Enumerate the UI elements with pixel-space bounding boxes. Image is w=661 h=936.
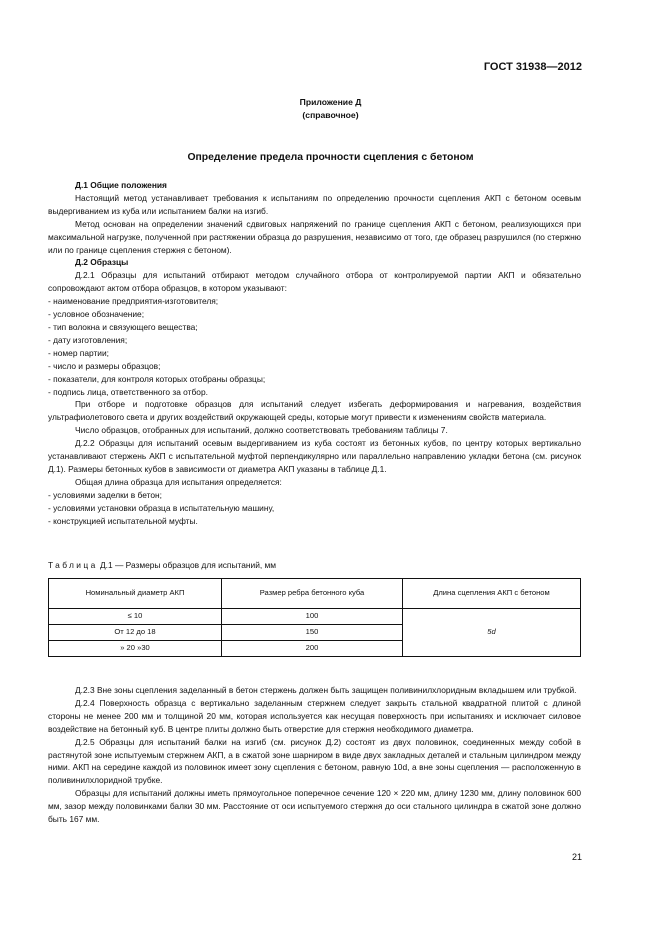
list-item: - число и размеры образцов; [48,360,161,371]
list-item: - показатели, для контроля которых отобраны образцы; [48,373,266,384]
sample-size-table [48,578,581,657]
list-item: - номер партии; [48,347,109,358]
table-cell: От 12 до 18 [49,625,222,641]
table-cell: » 20 »30 [49,641,222,657]
list-item: - условное обозначение; [48,309,145,320]
table-caption-prefix: Таблица [48,560,98,570]
list-item: - дату изготовления; [48,334,128,345]
table-caption [48,559,276,572]
standard-number: ГОСТ 31938—2012 [483,61,582,73]
section-heading: Д.1 Общие положения [75,180,167,190]
section-heading: Д.2 Образцы [75,257,129,268]
table-caption-text: Д.1 — Размеры образцов для испытаний, мм [97,560,277,570]
list-item: - подпись лица, ответственного за отбор. [48,386,208,397]
paragraph: Д.2.4 Поверхность образца с вертикально заделанным стержнем следует закрыть стальной квадратной плитой с длиной стороны не менее 200 мм и толщиной 20 мм, которая используется как несущая поверхность при испытаниях и исключает силовое воздействие на бетонный куб. В центре плиты должно быть отверстие для стержня необходимого диаметра. [48,697,581,734]
table-cell: ≤ 10 [49,609,222,625]
annex-note: (справочное) [302,110,359,120]
table-header-cell: Размер ребра бетонного куба [222,579,403,609]
paragraph: При отборе и подготовке образцов для испытаний следует избегать деформирования и нагревания, воздействия ультрафиолетового света и других воздействий окружающей среды, которые могут привести к изменениям свойств материала. [48,399,581,423]
list-item: - наименование предприятия-изготовителя; [48,296,219,307]
paragraph: Д.2.3 Вне зоны сцепления заделанный в бетон стержень должен быть защищен поливинилхлоридным вкладышем или трубкой. [75,685,577,695]
table-row [49,609,581,625]
list-item: - условиями установки образца в испытательную машину, [48,502,275,513]
table-cell: 150 [222,625,403,641]
table-cell: 200 [222,641,403,657]
table-header-cell: Длина сцепления АКП с бетоном [403,579,581,609]
paragraph: Д.2.5 Образцы для испытаний балки на изгиб (см. рисунок Д.2) состоят из двух половинок, соединенных между собой в растянутой зоне испытуемым стержнем АКП, а в сжатой зоне шарниром в виде двух закладных деталей и стальным цилиндром между ними. АКП на середине каждой из половинок имеет зону сцепления с бетоном, равную 10d, а вне зоны сцепления — расположенную в поливинилхлоридной трубке. [48,736,581,786]
table-cell-bond-length: 5d [403,609,581,657]
paragraph: Д.2.2 Образцы для испытаний осевым выдергиванием из куба состоят из бетонных кубов, по центру которых вертикально устанавливают стержень АКП с испытательной муфтой перпендикулярно или параллельно направлению укладки бетона (см. рисунок Д.1). Размеры бетонных кубов в зависимости от диаметра АКП указаны в таблице Д.1. [48,438,581,474]
paragraph: Общая длина образца для испытания определяется: [75,476,282,487]
main-text-continued [48,684,581,826]
paragraph: Д.2.1 Образцы для испытаний отбирают методом случайного отбора от контролируемой партии АКП и обязательно сопровождают актом отбора образцов, в котором указывают: [48,270,581,294]
page-number: 21 [571,852,582,862]
paragraph: Метод основан на определении значений сдвиговых напряжений по границе сцепления АКП с бетоном, реализующихся при максимальной нагрузке, полученной при растяжении образца до разрушения, независимо от того, где образец разрушился (по стержню или по границе сцепления стержня с бетоном). [48,218,582,255]
annex-title: Приложение Д [299,97,362,107]
table-header-row [49,579,581,609]
paragraph: Образцы для испытаний должны иметь прямоугольное поперечное сечение 120 × 220 мм, длину 1230 мм, длину половинок 600 мм, зазор между половинками балки 30 мм. Расстояние от оси испытуемого стержня до оси стального цилиндра в сжатой зоне должно быть 167 мм. [48,788,581,825]
table-cell: 100 [222,609,403,625]
paragraph: Настоящий метод устанавливает требования к испытаниям по определению прочности сцепления АКП с бетоном осевым выдергиванием из куба или испытанием балки на изгиб. [48,192,581,216]
list-item: - тип волокна и связующего вещества; [48,321,198,332]
list-item: - условиями заделки в бетон; [48,489,162,500]
main-text [48,179,581,527]
list-item: - конструкцией испытательной муфты. [48,515,198,526]
table-header-cell: Номинальный диаметр АКП [49,579,222,609]
paragraph: Число образцов, отобранных для испытаний, должно соответствовать требованиям таблицы 7. [75,425,448,436]
document-title: Определение предела прочности сцепления с бетоном [187,152,474,163]
